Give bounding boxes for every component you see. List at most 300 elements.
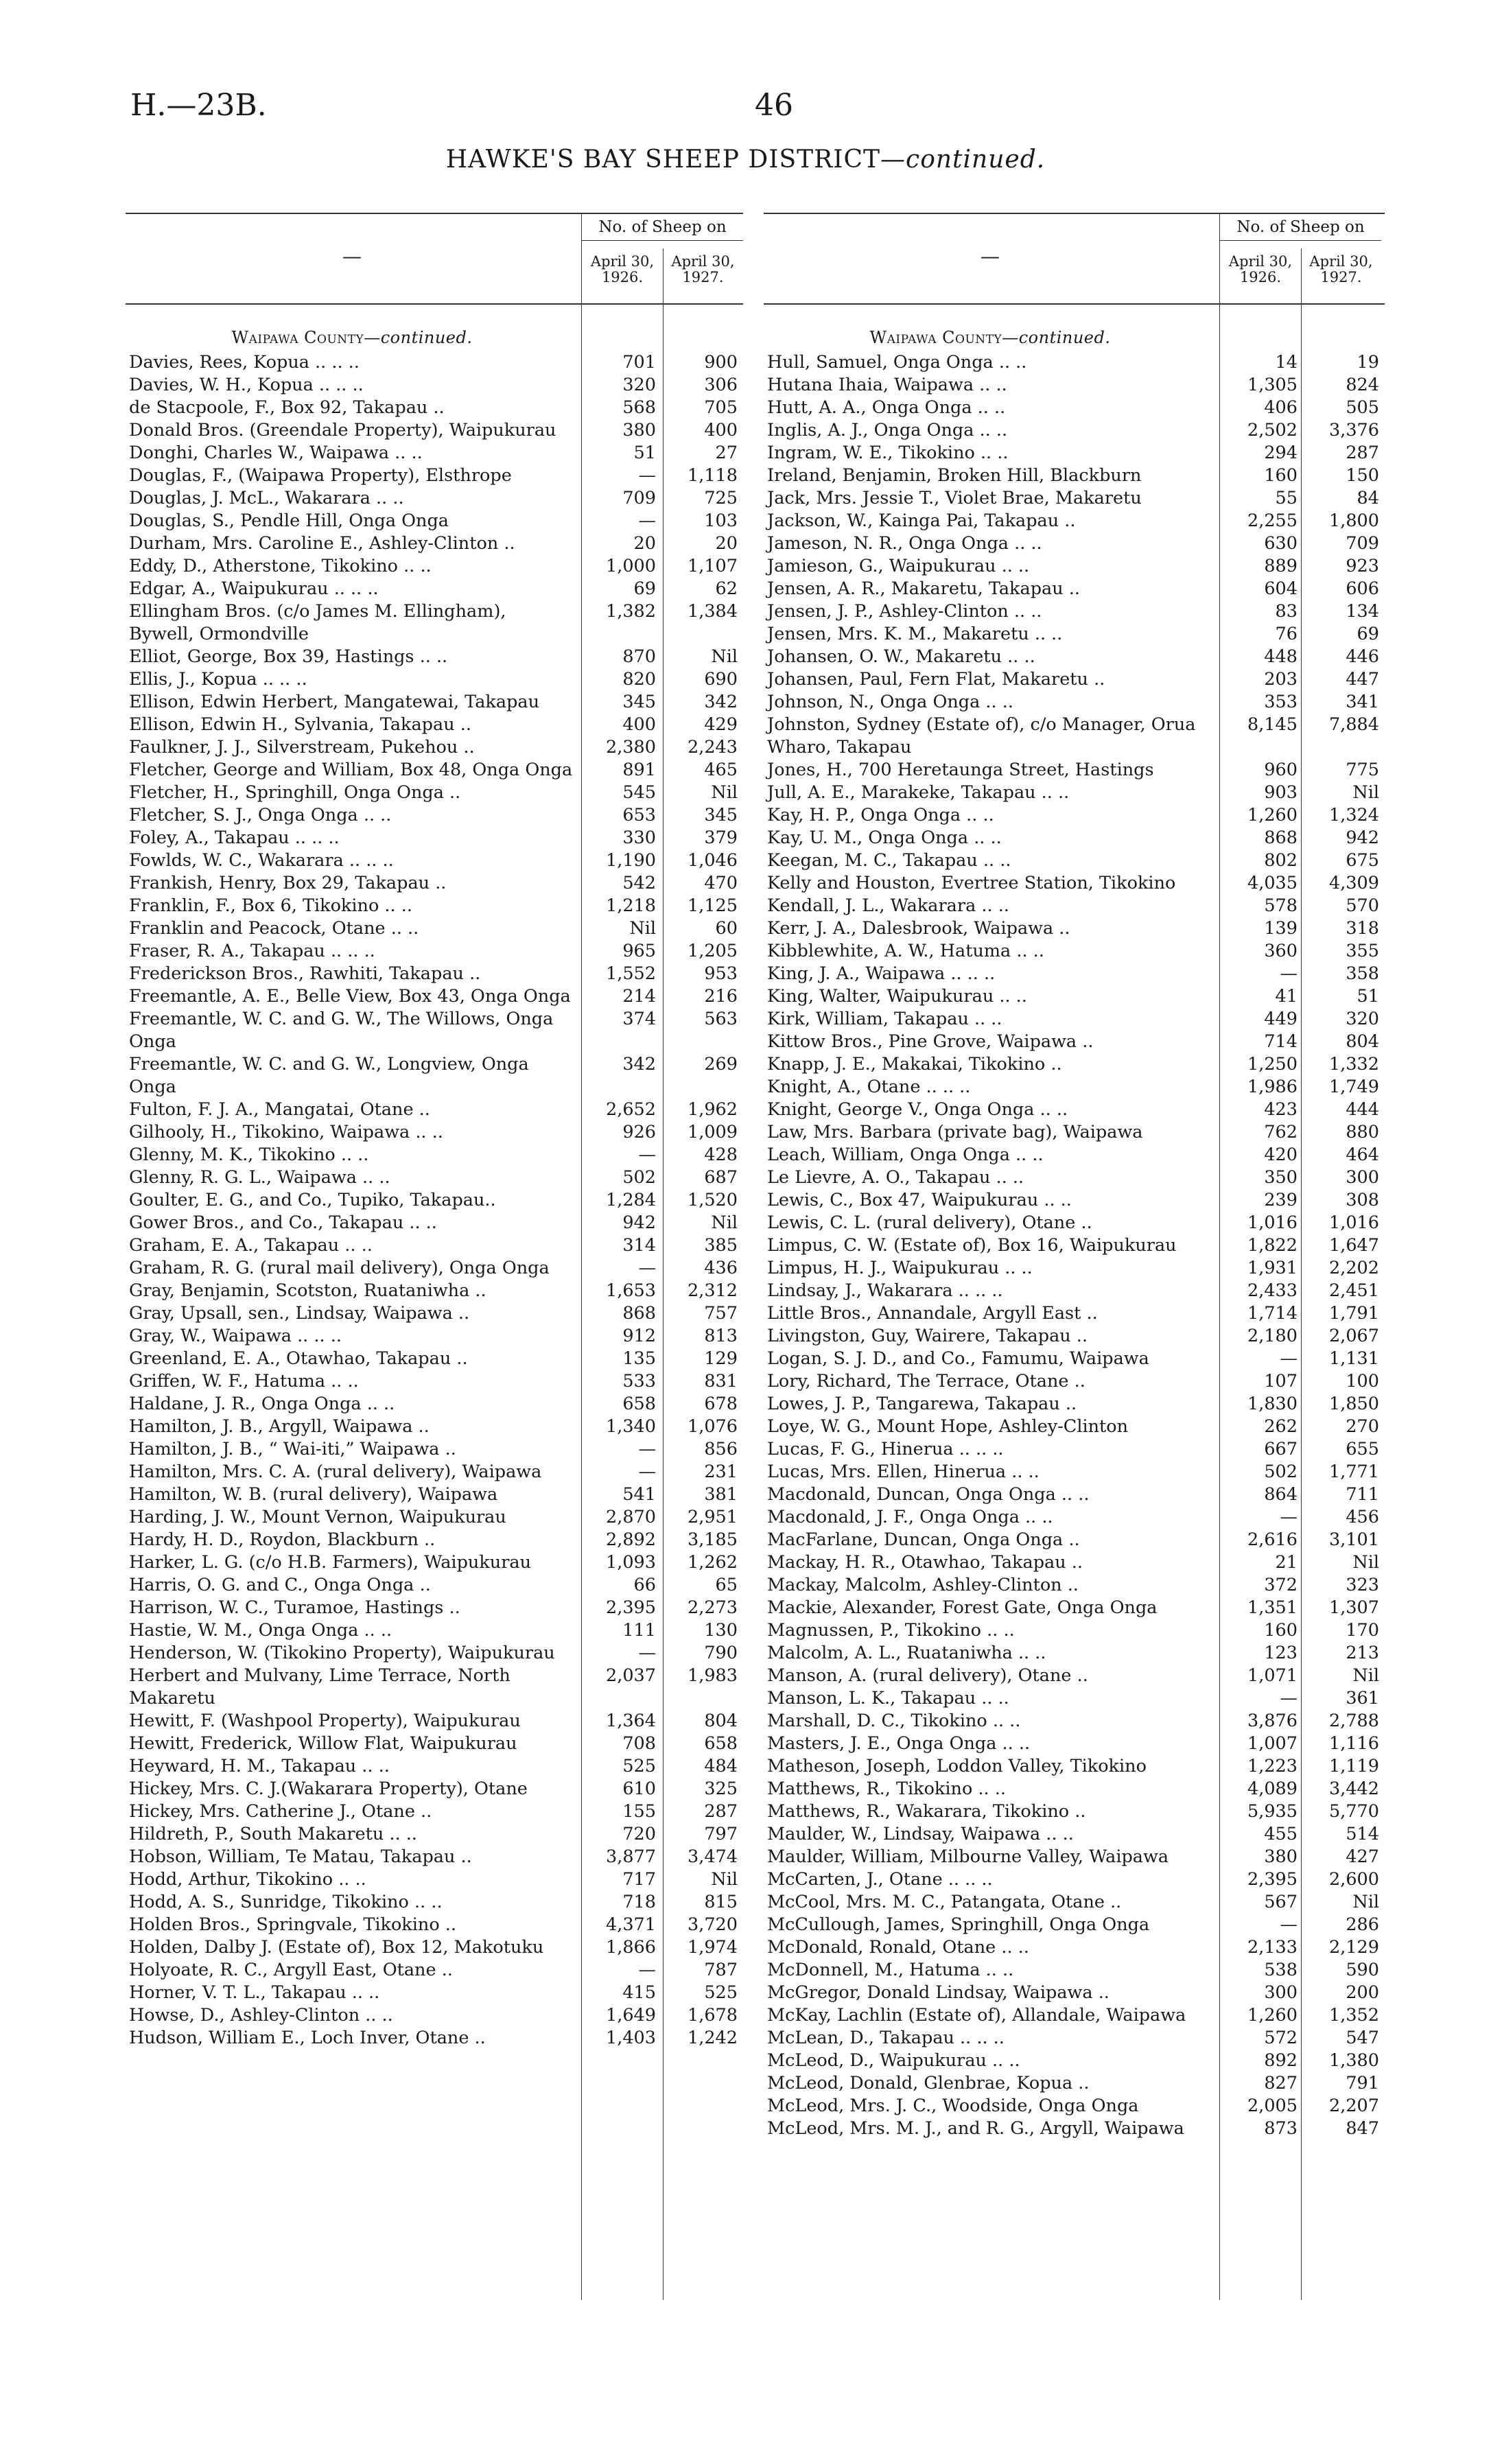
sheep-1926: 262 bbox=[1264, 1416, 1298, 1437]
sheep-1926: 1,403 bbox=[605, 2028, 656, 2048]
table-row bbox=[764, 465, 1385, 487]
sheep-1926: — bbox=[638, 511, 656, 531]
sheep-1927: 2,202 bbox=[1328, 1258, 1379, 1278]
section-heading bbox=[126, 305, 578, 351]
table-row bbox=[764, 1687, 1385, 1710]
owner-name: Kerr, J. A., Dalesbrook, Waipawa .. bbox=[767, 918, 1070, 939]
sheep-1926: 111 bbox=[622, 1620, 656, 1641]
sheep-1927: 129 bbox=[704, 1348, 738, 1369]
table-row bbox=[126, 917, 743, 940]
sheep-1927: 3,376 bbox=[1328, 420, 1379, 441]
owner-name: Macdonald, Duncan, Onga Onga .. .. bbox=[767, 1484, 1090, 1505]
table-row bbox=[764, 1846, 1385, 1868]
owner-name: Little Bros., Annandale, Argyll East .. bbox=[767, 1303, 1098, 1324]
row-list bbox=[126, 351, 743, 2050]
table-header bbox=[126, 213, 743, 305]
sheep-1927: Nil bbox=[711, 1869, 738, 1890]
owner-name: Glenny, R. G. L., Waipawa .. .. bbox=[129, 1167, 390, 1188]
owner-name: McLeod, Mrs. M. J., and R. G., Argyll, Waipawa bbox=[767, 2118, 1184, 2139]
sheep-1927: 3,720 bbox=[687, 1914, 738, 1935]
owner-name: Henderson, W. (Tikokino Property), Waipukurau bbox=[129, 1643, 555, 1663]
sheep-1927: 342 bbox=[704, 692, 738, 712]
sheep-1927: 84 bbox=[1357, 488, 1379, 508]
table-row bbox=[764, 487, 1385, 510]
table-row bbox=[126, 1302, 743, 1325]
owner-name: McKay, Lachlin (Estate of), Allandale, Waipawa bbox=[767, 2005, 1186, 2026]
table-row bbox=[126, 1416, 743, 1438]
title-main: HAWKE'S BAY SHEEP DISTRICT bbox=[445, 145, 881, 174]
table-row bbox=[126, 510, 743, 532]
sheep-1926: 1,351 bbox=[1247, 1597, 1298, 1618]
owner-name: Jack, Mrs. Jessie T., Violet Brae, Makaretu bbox=[767, 488, 1142, 508]
sheep-1927: 797 bbox=[704, 1824, 738, 1844]
sheep-1927: 2,312 bbox=[687, 1280, 738, 1301]
table-row bbox=[764, 1982, 1385, 2004]
sheep-1926: 203 bbox=[1264, 669, 1298, 690]
sheep-1926: Nil bbox=[629, 918, 656, 939]
owner-name: Harris, O. G. and C., Onga Onga .. bbox=[129, 1575, 431, 1595]
sheep-1926: 345 bbox=[622, 692, 656, 712]
header-year-1927: April 30, 1927. bbox=[1309, 253, 1373, 285]
owner-name: Frankish, Henry, Box 29, Takapau .. bbox=[129, 873, 447, 893]
table-row bbox=[126, 963, 743, 985]
table-row bbox=[764, 374, 1385, 397]
sheep-1926: — bbox=[638, 1439, 656, 1459]
sheep-1926: 123 bbox=[1264, 1643, 1298, 1663]
sheep-1927: 3,442 bbox=[1328, 1779, 1379, 1799]
sheep-1927: 847 bbox=[1346, 2118, 1379, 2139]
table-row bbox=[126, 1868, 743, 1891]
sheep-1927: 1,125 bbox=[687, 895, 738, 916]
sheep-1926: 406 bbox=[1264, 397, 1298, 418]
owner-name: Ireland, Benjamin, Broken Hill, Blackburn bbox=[767, 465, 1142, 486]
owner-name: Law, Mrs. Barbara (private bag), Waipawa bbox=[767, 1122, 1143, 1142]
owner-name: Matthews, R., Wakarara, Tikokino .. bbox=[767, 1801, 1086, 1822]
sheep-1927: 1,262 bbox=[687, 1552, 738, 1573]
sheep-1927: 675 bbox=[1346, 850, 1379, 871]
table-row bbox=[126, 1733, 743, 1755]
sheep-1927: 1,242 bbox=[687, 2028, 738, 2048]
owner-name: Kittow Bros., Pine Grove, Waipawa .. bbox=[767, 1031, 1094, 1052]
sheep-1926: 718 bbox=[622, 1892, 656, 1912]
table-body bbox=[764, 305, 1385, 2300]
owner-name: Gray, W., Waipawa .. .. .. bbox=[129, 1326, 342, 1346]
sheep-1926: 4,371 bbox=[605, 1914, 656, 1935]
sheep-1927: 709 bbox=[1346, 533, 1379, 554]
sheep-1927: 547 bbox=[1346, 2028, 1379, 2048]
sheep-1926: — bbox=[638, 1960, 656, 1980]
sheep-1926: 342 bbox=[622, 1054, 656, 1075]
sheep-1926: 5,935 bbox=[1247, 1801, 1298, 1822]
sheep-1926: 567 bbox=[1264, 1892, 1298, 1912]
sheep-1927: 900 bbox=[704, 352, 738, 373]
owner-name: Lory, Richard, The Terrace, Otane .. bbox=[767, 1371, 1085, 1392]
sheep-1926: 353 bbox=[1264, 692, 1298, 712]
section-name: Waipawa County bbox=[869, 328, 1002, 347]
table-row bbox=[764, 1506, 1385, 1529]
table-row bbox=[764, 985, 1385, 1008]
owner-name: Fraser, R. A., Takapau .. .. .. bbox=[129, 941, 375, 961]
sheep-1926: 572 bbox=[1264, 2028, 1298, 2048]
table-row bbox=[126, 1529, 743, 1551]
sheep-1927: 1,800 bbox=[1328, 511, 1379, 531]
sheep-1927: 790 bbox=[704, 1643, 738, 1663]
sheep-1926: 1,340 bbox=[605, 1416, 656, 1437]
right-table bbox=[764, 213, 1385, 2299]
sheep-1926: 2,180 bbox=[1247, 1326, 1298, 1346]
sheep-1926: 4,089 bbox=[1247, 1779, 1298, 1799]
owner-name: Haldane, J. R., Onga Onga .. .. bbox=[129, 1394, 395, 1414]
owner-name: McDonald, Ronald, Otane .. .. bbox=[767, 1937, 1029, 1958]
sheep-1927: 880 bbox=[1346, 1122, 1379, 1142]
sheep-1926: 1,007 bbox=[1247, 1733, 1298, 1754]
header-dash: — bbox=[342, 245, 362, 268]
header-year-1926: April 30, 1926. bbox=[1228, 253, 1293, 285]
owner-name: Maulder, William, Milbourne Valley, Waipawa bbox=[767, 1846, 1169, 1867]
owner-name: McGregor, Donald Lindsay, Waipawa .. bbox=[767, 1982, 1110, 2003]
sheep-1926: 423 bbox=[1264, 1099, 1298, 1120]
table-row bbox=[764, 1144, 1385, 1166]
sheep-1926: 1,552 bbox=[605, 963, 656, 984]
owner-name: Ingram, W. E., Tikokino .. .. bbox=[767, 443, 1009, 463]
sheep-1926: 1,364 bbox=[605, 1711, 656, 1731]
table-row bbox=[764, 1121, 1385, 1144]
table-row bbox=[764, 1483, 1385, 1506]
sheep-1927: 69 bbox=[1357, 624, 1379, 644]
sheep-1927: 1,076 bbox=[687, 1416, 738, 1437]
table-row bbox=[764, 917, 1385, 940]
owner-name: Foley, A., Takapau .. .. .. bbox=[129, 828, 340, 848]
sheep-1927: 590 bbox=[1346, 1960, 1379, 1980]
sheep-1926: 942 bbox=[622, 1212, 656, 1233]
table-row bbox=[764, 1099, 1385, 1121]
sheep-1926: 701 bbox=[622, 352, 656, 373]
owner-name: Davies, W. H., Kopua .. .. .. bbox=[129, 375, 364, 395]
sheep-1926: 960 bbox=[1264, 760, 1298, 780]
table-row bbox=[126, 759, 743, 782]
sheep-1927: 804 bbox=[704, 1711, 738, 1731]
left-table bbox=[126, 213, 743, 2299]
sheep-1926: 1,986 bbox=[1247, 1077, 1298, 1097]
sheep-1926: 541 bbox=[622, 1484, 656, 1505]
table-row bbox=[764, 1302, 1385, 1325]
sheep-1927: 678 bbox=[704, 1394, 738, 1414]
owner-name: Inglis, A. J., Onga Onga .. .. bbox=[767, 420, 1008, 441]
table-row bbox=[126, 1914, 743, 1936]
owner-name: Fletcher, S. J., Onga Onga .. .. bbox=[129, 805, 392, 825]
sheep-1927: 2,788 bbox=[1328, 1711, 1379, 1731]
sheep-1927: 690 bbox=[704, 669, 738, 690]
table-row bbox=[764, 2027, 1385, 2050]
sheep-1927: 1,791 bbox=[1328, 1303, 1379, 1324]
sheep-1926: 83 bbox=[1275, 601, 1298, 622]
table-row bbox=[764, 1823, 1385, 1846]
table-row bbox=[764, 1959, 1385, 1982]
sheep-1926: 1,190 bbox=[605, 850, 656, 871]
sheep-1926: 1,931 bbox=[1247, 1258, 1298, 1278]
sheep-1926: 545 bbox=[622, 782, 656, 803]
owner-name: Hickey, Mrs. C. J.(Wakarara Property), Otane bbox=[129, 1779, 528, 1799]
owner-name: Goulter, E. G., and Co., Tupiko, Takapau.. bbox=[129, 1190, 496, 1210]
sheep-1927: 1,307 bbox=[1328, 1597, 1379, 1618]
sheep-1926: — bbox=[1280, 1507, 1298, 1527]
owner-name: Hamilton, J. B., Argyll, Waipawa .. bbox=[129, 1416, 430, 1437]
table-row bbox=[764, 668, 1385, 691]
owner-name: Matthews, R., Tikokino .. .. bbox=[767, 1779, 1006, 1799]
owner-name: Knight, George V., Onga Onga .. .. bbox=[767, 1099, 1068, 1120]
owner-name: MacFarlane, Duncan, Onga Onga .. bbox=[767, 1529, 1080, 1550]
sheep-1927: 856 bbox=[704, 1439, 738, 1459]
owner-name: Loye, W. G., Mount Hope, Ashley-Clinton bbox=[767, 1416, 1129, 1437]
sheep-1926: 300 bbox=[1264, 1982, 1298, 2003]
sheep-1926: 51 bbox=[633, 443, 656, 463]
owner-name: Maulder, W., Lindsay, Waipawa .. .. bbox=[767, 1824, 1074, 1844]
sheep-1927: 2,273 bbox=[687, 1597, 738, 1618]
sheep-1926: 870 bbox=[622, 646, 656, 667]
sheep-1927: Nil bbox=[1352, 1552, 1379, 1573]
sheep-1927: 505 bbox=[1346, 397, 1379, 418]
owner-name: Heyward, H. M., Takapau .. .. bbox=[129, 1756, 390, 1776]
table-row bbox=[764, 1031, 1385, 1053]
table-row bbox=[764, 578, 1385, 600]
sheep-1926: 864 bbox=[1264, 1484, 1298, 1505]
owner-name: Harding, J. W., Mount Vernon, Waipukurau bbox=[129, 1507, 506, 1527]
owner-name: Leach, William, Onga Onga .. .. bbox=[767, 1145, 1044, 1165]
table-row bbox=[126, 419, 743, 442]
table-row bbox=[126, 1189, 743, 1212]
table-row bbox=[764, 940, 1385, 963]
owner-name: Mackie, Alexander, Forest Gate, Onga Onga bbox=[767, 1597, 1158, 1618]
owner-name: Mackay, Malcolm, Ashley-Clinton .. bbox=[767, 1575, 1079, 1595]
sheep-1926: 610 bbox=[622, 1779, 656, 1799]
sheep-1927: 787 bbox=[704, 1960, 738, 1980]
table-row bbox=[126, 1234, 743, 1257]
sheep-1927: 1,678 bbox=[687, 2005, 738, 2026]
table-row bbox=[764, 1257, 1385, 1280]
sheep-1926: — bbox=[1280, 1914, 1298, 1935]
owner-name: Glenny, M. K., Tikokino .. .. bbox=[129, 1145, 369, 1165]
sheep-1927: 1,332 bbox=[1328, 1054, 1379, 1075]
owner-name: Marshall, D. C., Tikokino .. .. bbox=[767, 1711, 1021, 1731]
sheep-1927: 19 bbox=[1357, 352, 1379, 373]
sheep-1927: 2,129 bbox=[1328, 1937, 1379, 1958]
table-row bbox=[764, 849, 1385, 872]
table-row bbox=[126, 1665, 743, 1710]
sheep-1927: 2,451 bbox=[1328, 1280, 1379, 1301]
sheep-1927: 358 bbox=[1346, 963, 1379, 984]
sheep-1926: 653 bbox=[622, 805, 656, 825]
sheep-1926: 2,502 bbox=[1247, 420, 1298, 441]
owner-name: Fowlds, W. C., Wakarara .. .. .. bbox=[129, 850, 394, 871]
sheep-1927: 3,474 bbox=[687, 1846, 738, 1867]
sheep-1927: 308 bbox=[1346, 1190, 1379, 1210]
sheep-1926: 455 bbox=[1264, 1824, 1298, 1844]
sheep-1927: 456 bbox=[1346, 1507, 1379, 1527]
table-row bbox=[126, 782, 743, 804]
sheep-1926: 892 bbox=[1264, 2050, 1298, 2071]
sheep-1926: 2,395 bbox=[1247, 1869, 1298, 1890]
owner-name: Eddy, D., Atherstone, Tikokino .. .. bbox=[129, 556, 432, 576]
table-row bbox=[126, 1166, 743, 1189]
section-suffix: —continued. bbox=[364, 328, 473, 347]
owner-name: Malcolm, A. L., Ruataniwha .. .. bbox=[767, 1643, 1046, 1663]
sheep-1926: 380 bbox=[1264, 1846, 1298, 1867]
sheep-1927: 1,205 bbox=[687, 941, 738, 961]
table-row bbox=[126, 374, 743, 397]
owner-name: Hamilton, W. B. (rural delivery), Waipawa bbox=[129, 1484, 498, 1505]
table-row bbox=[764, 1597, 1385, 1619]
table-row bbox=[764, 1868, 1385, 1891]
sheep-1926: 239 bbox=[1264, 1190, 1298, 1210]
sheep-1926: 294 bbox=[1264, 443, 1298, 463]
owner-name: Ellis, J., Kopua .. .. .. bbox=[129, 669, 307, 690]
table-row bbox=[126, 1823, 743, 1846]
table-row bbox=[126, 555, 743, 578]
owner-name: Greenland, E. A., Otawhao, Takapau .. bbox=[129, 1348, 468, 1369]
sheep-1926: — bbox=[638, 1462, 656, 1482]
sheep-1927: Nil bbox=[1352, 1892, 1379, 1912]
header-year-1926: April 30, 1926. bbox=[590, 253, 655, 285]
sheep-1927: 318 bbox=[1346, 918, 1379, 939]
sheep-1926: 449 bbox=[1264, 1009, 1298, 1029]
owner-name: Hutana Ihaia, Waipawa .. .. bbox=[767, 375, 1007, 395]
sheep-1926: 912 bbox=[622, 1326, 656, 1346]
sheep-1926: 420 bbox=[1264, 1145, 1298, 1165]
sheep-1926: 903 bbox=[1264, 782, 1298, 803]
sheep-1926: 1,223 bbox=[1247, 1756, 1298, 1776]
sheep-1926: 20 bbox=[633, 533, 656, 554]
owner-name: Lucas, Mrs. Ellen, Hinerua .. .. bbox=[767, 1462, 1040, 1482]
table-row bbox=[126, 442, 743, 465]
table-row bbox=[764, 804, 1385, 827]
sheep-1927: 1,107 bbox=[687, 556, 738, 576]
sheep-1926: 400 bbox=[622, 714, 656, 735]
sheep-1927: 711 bbox=[1346, 1484, 1379, 1505]
sheep-1926: — bbox=[1280, 1688, 1298, 1709]
sheep-1926: 3,877 bbox=[605, 1846, 656, 1867]
table-row bbox=[126, 1846, 743, 1868]
sheep-1926: 2,005 bbox=[1247, 2096, 1298, 2116]
sheep-1927: 270 bbox=[1346, 1416, 1379, 1437]
owner-name: Douglas, S., Pendle Hill, Onga Onga bbox=[129, 511, 449, 531]
owner-name: Johnston, Sydney (Estate of), c/o Manager, Orua Wharo, Takapau bbox=[767, 714, 1196, 758]
sheep-1926: 2,616 bbox=[1247, 1529, 1298, 1550]
owner-name: Kendall, J. L., Wakarara .. .. bbox=[767, 895, 1009, 916]
sheep-1926: — bbox=[638, 1258, 656, 1278]
table-row bbox=[126, 1461, 743, 1483]
sheep-1926: 762 bbox=[1264, 1122, 1298, 1142]
owner-name: Lewis, C., Box 47, Waipukurau .. .. bbox=[767, 1190, 1072, 1210]
sheep-1927: 100 bbox=[1346, 1371, 1379, 1392]
owner-name: Hobson, William, Te Matau, Takapau .. bbox=[129, 1846, 472, 1867]
owner-name: Harrison, W. C., Turamoe, Hastings .. bbox=[129, 1597, 460, 1618]
row-list bbox=[764, 351, 1385, 2140]
sheep-1927: 231 bbox=[704, 1462, 738, 1482]
owner-name: Ellison, Edwin H., Sylvania, Takapau .. bbox=[129, 714, 471, 735]
owner-name: Davies, Rees, Kopua .. .. .. bbox=[129, 352, 360, 373]
table-row bbox=[764, 2095, 1385, 2117]
sheep-1926: 533 bbox=[622, 1371, 656, 1392]
owner-name: McLeod, D., Waipukurau .. .. bbox=[767, 2050, 1020, 2071]
table-row bbox=[764, 646, 1385, 668]
table-row bbox=[764, 2117, 1385, 2140]
owner-name: Franklin, F., Box 6, Tikokino .. .. bbox=[129, 895, 412, 916]
sheep-1927: 804 bbox=[1346, 1031, 1379, 1052]
sheep-1926: 107 bbox=[1264, 1371, 1298, 1392]
owner-name: Hildreth, P., South Makaretu .. .. bbox=[129, 1824, 417, 1844]
table-row bbox=[126, 1438, 743, 1461]
table-row bbox=[764, 1370, 1385, 1393]
sheep-1927: 514 bbox=[1346, 1824, 1379, 1844]
sheep-1926: 1,260 bbox=[1247, 805, 1298, 825]
sheep-1926: 14 bbox=[1275, 352, 1298, 373]
sheep-1926: 1,093 bbox=[605, 1552, 656, 1573]
table-row bbox=[764, 963, 1385, 985]
sheep-1926: 1,822 bbox=[1247, 1235, 1298, 1256]
table-row bbox=[764, 872, 1385, 895]
owner-name: Mackay, H. R., Otawhao, Takapau .. bbox=[767, 1552, 1083, 1573]
sheep-1927: 658 bbox=[704, 1733, 738, 1754]
sheep-1926: 2,395 bbox=[605, 1597, 656, 1618]
sheep-1927: 62 bbox=[715, 578, 738, 599]
sheep-1926: 717 bbox=[622, 1869, 656, 1890]
owner-name: Masters, J. E., Onga Onga .. .. bbox=[767, 1733, 1031, 1754]
owner-name: Hewitt, F. (Washpool Property), Waipukurau bbox=[129, 1711, 521, 1731]
table-row bbox=[764, 2072, 1385, 2095]
sheep-1926: 889 bbox=[1264, 556, 1298, 576]
table-row bbox=[126, 668, 743, 691]
table-row bbox=[126, 804, 743, 827]
sheep-1926: 2,870 bbox=[605, 1507, 656, 1527]
owner-name: Jones, H., 700 Heretaunga Street, Hastings bbox=[767, 760, 1154, 780]
sheep-1927: 446 bbox=[1346, 646, 1379, 667]
section-heading bbox=[764, 305, 1217, 351]
sheep-1926: 1,649 bbox=[605, 2005, 656, 2026]
sheep-1927: 953 bbox=[704, 963, 738, 984]
sheep-1926: 8,145 bbox=[1247, 714, 1298, 735]
sheep-1927: 444 bbox=[1346, 1099, 1379, 1120]
sheep-1926: 538 bbox=[1264, 1960, 1298, 1980]
sheep-1926: 542 bbox=[622, 873, 656, 893]
sheep-1926: 350 bbox=[1264, 1167, 1298, 1188]
owner-name: Limpus, H. J., Waipukurau .. .. bbox=[767, 1258, 1033, 1278]
table-row bbox=[126, 1144, 743, 1166]
owner-name: King, Walter, Waipukurau .. .. bbox=[767, 986, 1027, 1007]
sheep-1927: 942 bbox=[1346, 828, 1379, 848]
sheep-1926: 55 bbox=[1275, 488, 1298, 508]
sheep-1926: 1,714 bbox=[1247, 1303, 1298, 1324]
sheep-1927: 323 bbox=[1346, 1575, 1379, 1595]
sheep-1927: 325 bbox=[704, 1779, 738, 1799]
page-number: 46 bbox=[755, 88, 793, 123]
table-row bbox=[126, 691, 743, 714]
table-row bbox=[126, 646, 743, 668]
sheep-1926: — bbox=[1280, 1348, 1298, 1369]
table-row bbox=[764, 1280, 1385, 1302]
owner-name: Howse, D., Ashley-Clinton .. .. bbox=[129, 2005, 393, 2026]
sheep-1927: 65 bbox=[715, 1575, 738, 1595]
owner-name: Lindsay, J., Wakarara .. .. .. bbox=[767, 1280, 1003, 1301]
table-row bbox=[126, 1959, 743, 1982]
owner-name: de Stacpoole, F., Box 92, Takapau .. bbox=[129, 397, 445, 418]
owner-name: Herbert and Mulvany, Lime Terrace, North Makaretu bbox=[129, 1665, 510, 1709]
sheep-1927: 7,884 bbox=[1328, 714, 1379, 735]
sheep-1927: 60 bbox=[715, 918, 738, 939]
table-row bbox=[764, 759, 1385, 782]
table-row bbox=[126, 1619, 743, 1642]
sheep-1927: 447 bbox=[1346, 669, 1379, 690]
section-suffix: —continued. bbox=[1002, 328, 1111, 347]
